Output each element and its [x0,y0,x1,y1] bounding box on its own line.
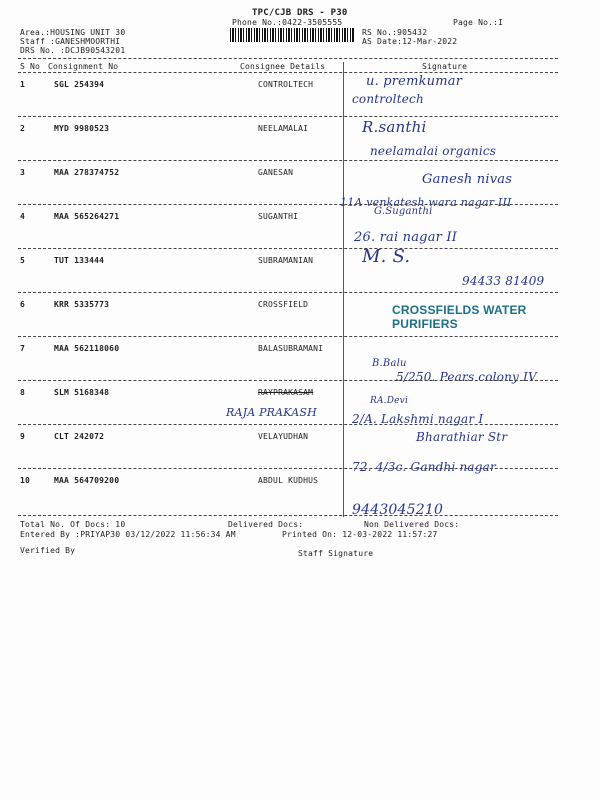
signature-line-1: G.Suganthi [374,206,433,217]
printed-on: Printed On: 12-03-2022 11:57:27 [282,530,438,539]
row-consignment: SGL 254394 [54,80,105,89]
signature-line-2: neelamalai organics [370,144,497,158]
signature-line-1: u. premkumar [366,74,463,89]
row-consignee: SUBRAMANIAN [258,256,314,265]
row-divider [18,204,558,205]
col-signature: Signature [422,62,468,71]
signature-line-2: controltech [352,92,424,106]
drs-number: DRS No. :DCJB90543201 [20,46,126,55]
row-consignee: GANESAN [258,168,294,177]
non-delivered-docs: Non Delivered Docs: [364,520,460,529]
row-sno: 5 [20,256,26,265]
row-consignment: MAA 564709200 [54,476,120,485]
row-consignee: ABDUL KUDHUS [258,476,319,485]
row-consignment: TUT 133444 [54,256,105,265]
total-docs: Total No. Of Docs: 10 [20,520,126,529]
row-sno: 10 [20,476,31,485]
signature-line-2: Bharathiar Str [416,430,508,444]
row-consignment: CLT 242072 [54,432,105,441]
page-number: Page No.:I [453,18,504,27]
row-consignment: MAA 565264271 [54,212,120,221]
row-consignment: KRR 5335773 [54,300,110,309]
row-divider [18,116,558,117]
row-divider [18,336,558,337]
row-consignee: RAYPRAKASAM [258,388,314,397]
row-consignee: CONTROLTECH [258,80,314,89]
row-divider [18,248,558,249]
row-consignee: NEELAMALAI [258,124,309,133]
signature-line-2: 11A venkatesh wara nagar III [340,196,512,209]
document-title: TPC/CJB DRS - P30 [252,8,348,18]
header-divider-top [18,58,558,59]
row-consignment: MAA 562118060 [54,344,120,353]
signature-line-1: RA.Devi [370,396,409,406]
row-sno: 2 [20,124,26,133]
delivered-docs: Delivered Docs: [228,520,304,529]
signature-line-2: 5/250. Pears colony IV [396,370,537,384]
row-divider [18,424,558,425]
header-divider-bottom [18,72,558,73]
staff-label: Staff :GANESHMOORTHI [20,37,121,46]
col-consignment: Consignment No [48,62,119,71]
row-sno: 6 [20,300,26,309]
row-divider [18,380,558,381]
signature-line-2: 26. rai nagar II [354,230,458,245]
row-consignment: SLM 5168348 [54,388,110,397]
rs-number: RS No.:905432 [362,28,428,37]
row-consignee: CROSSFIELD [258,300,309,309]
signature-line-2: 9443045210 [352,502,444,518]
row-consignment: MAA 278374752 [54,168,120,177]
row-divider [18,292,558,293]
row-sno: 7 [20,344,26,353]
col-sno: S No [20,62,41,71]
phone-number: Phone No.:0422-3505555 [232,18,343,27]
area-label: Area.:HOUSING UNIT 30 [20,28,126,37]
row-consignee: BALASUBRAMANI [258,344,324,353]
row-consignee: SUGANTHI [258,212,299,221]
col-consignee: Consignee Details [240,62,326,71]
row-consignee: VELAYUDHAN [258,432,309,441]
verified-by: Verified By [20,546,76,555]
row-divider [18,160,558,161]
company-stamp: CROSSFIELDS WATER PURIFIERS [392,303,527,331]
signature-line-1: B.Balu [372,358,407,369]
signature-line-1: 72. 4/3c. Gandhi nagar [352,460,496,474]
signature-line-2: 2/A. Lakshmi nagar I [352,412,484,426]
signature-line-1: M. S. [362,246,411,267]
row-sno: 8 [20,388,26,397]
row-signature [352,460,572,518]
row-sno: 9 [20,432,26,441]
as-date: AS Date:12-Mar-2022 [362,37,458,46]
table-row [0,460,600,518]
row-sno: 4 [20,212,26,221]
row-consignment: MYD 9980523 [54,124,110,133]
signature-line-1: Ganesh nivas [422,172,513,187]
signature-line-2: 94433 81409 [462,274,545,288]
handwritten-correction: RAJA PRAKASH [226,406,317,419]
barcode [230,28,354,42]
staff-signature-label: Staff Signature [298,549,374,558]
signature-line-1: R.santhi [362,118,427,136]
table-bottom-divider [18,515,558,516]
row-sno: 1 [20,80,26,89]
entered-by: Entered By :PRIYAP30 03/12/2022 11:56:34 AM [20,530,236,539]
row-sno: 3 [20,168,26,177]
